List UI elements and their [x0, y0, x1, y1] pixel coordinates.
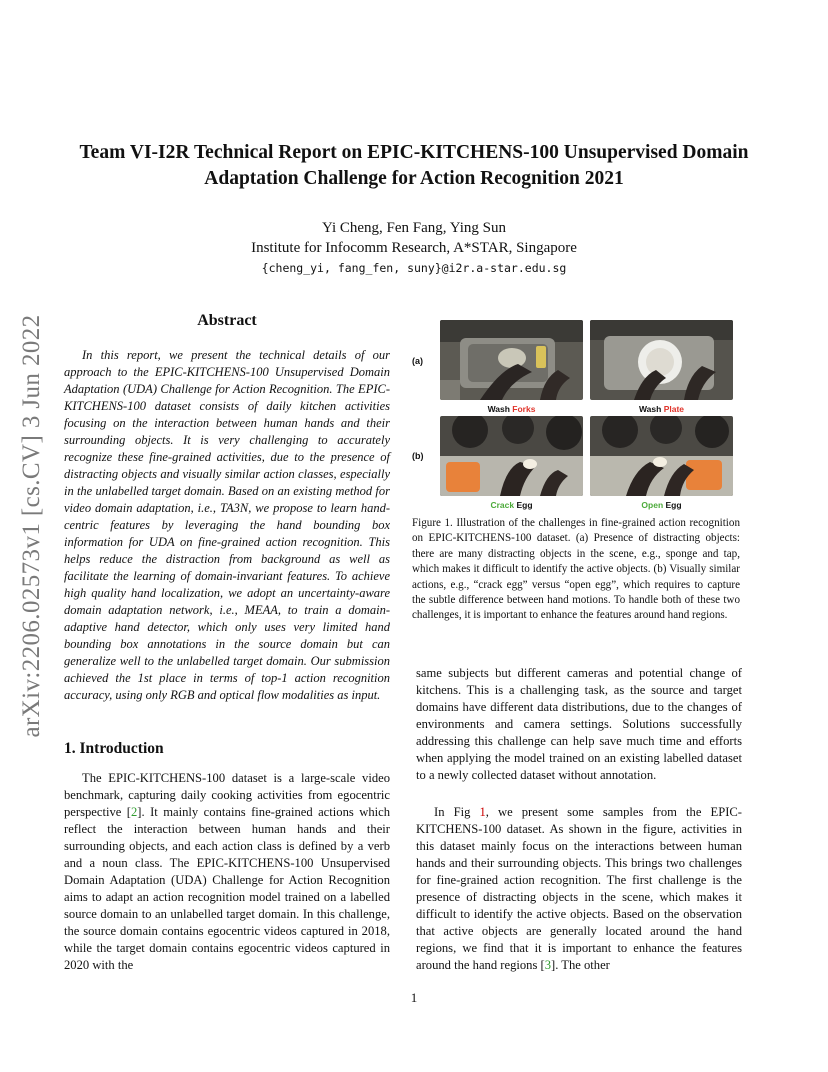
- figure-label-b: (b): [412, 451, 424, 461]
- paper-title: Team VI-I2R Technical Report on EPIC-KITCHENS-100 Unsupervised Domain Adaptation Challenge for Action Recognition 2021: [79, 142, 749, 189]
- citation-link[interactable]: 2: [131, 805, 138, 819]
- intro-paragraph-left: [64, 770, 390, 974]
- page-number: 1: [410, 990, 418, 1005]
- figure-label-a: (a): [412, 356, 423, 366]
- verb-label-open: Open: [641, 500, 664, 510]
- wash-forks-image: [440, 320, 583, 400]
- arxiv-watermark: [8, 296, 56, 756]
- author-emails: {cheng_yi, fang_fen, suny}@i2r.a-star.edu.sg: [261, 261, 567, 275]
- figure-reference-link[interactable]: 1: [479, 805, 486, 819]
- caption-wash-forks: [440, 404, 583, 414]
- verb-label-crack: Crack: [490, 500, 515, 510]
- affiliation: Institute for Infocomm Research, A*STAR, Singapore: [251, 240, 577, 256]
- introduction-heading: 1. Introduction: [64, 740, 164, 757]
- abstract-text: In this report, we present the technical details of our approach to the EPIC-KITCHENS-100 Unsupervised Domain Adaptation (UDA) Challenge for Action Recognition. The EPIC-KITCHENS-100 dataset consists of daily kitchen activities focusing on the interaction between human hands and their surrounding objects. It is very challenging to accurately recognize these fine-grained activities, due to the presence of distracting objects and visually similar action classes, especially in the unlabelled target domain. Based on an existing method for video domain adaptation, i.e., TA3N, we propose to learn hand-centric features by leveraging the hand bounding box information for UDA on fine-grained action recognition. This helps reduce the distraction from background as well as facilitate the learning of domain-invariant features. To achieve high quality hand localization, we adopt an uncertainty-aware domain adaptation network, i.e., MEAA, to train a domain-adaptive hand detector, which only uses very limited hand bounding box annotations in the source domain but can generalize well to the unlabelled target domain. Our submission achieved the 1st place in terms of top-1 action recognition accuracy, using only RGB and optical flow modalities as input.: [64, 348, 390, 702]
- noun-label-plate: Plate: [663, 404, 685, 414]
- figure-caption: Figure 1. Illustration of the challenges in fine-grained action recognition on EPIC-KITCHENS-100 dataset. (a) Presence of distracting objects: there are many distracting objects in the scene, e.g., sponge and tap, which makes it difficult to identify the active objects. (b) Visually similar actions, e.g., “crack egg” versus “open egg”, which requires to capture the subtle difference between hand motions. To handle both of these two challenges, it is important to enhance the features around hand regions.: [412, 517, 740, 622]
- crack-egg-image: [440, 416, 583, 496]
- abstract-heading: Abstract: [197, 312, 257, 329]
- caption-wash-plate: [590, 404, 733, 414]
- verb-label: Wash: [638, 404, 664, 414]
- intro-text-part: In Fig: [434, 805, 480, 819]
- right-paragraph-1: same subjects but different cameras and potential change of kitchens. This is a challenging task, as the source and target domains have different data distributions, due to the changes of environments and camera settings. Solutions successfully addressing this challenge can help save much time and efforts when applying the model trained on an existing labelled dataset to a newly collected dataset without annotation.: [416, 666, 742, 782]
- citation-link[interactable]: 3: [544, 958, 551, 972]
- intro-text-part: The EPIC-KITCHENS-100 dataset is a large-scale video benchmark, capturing daily cooking activities from egocentric perspective [: [64, 771, 390, 819]
- noun-label-forks: Forks: [512, 404, 536, 414]
- intro-text-part: , we present some samples from the EPIC-KITCHENS-100 dataset. As shown in the figure, activities in this dataset mainly focus on the interactions between human hands and their surrounding objects. This brings two challenges for fine-grained action recognition. The first challenge is the presence of distracting objects in the scene, which makes it difficult to identify the active objects. Based on the observation that active objects are generally located around the hand regions, we find that it is important to enhance the features around the hand regions [: [416, 805, 742, 972]
- author-list: Yi Cheng, Fen Fang, Ying Sun: [321, 220, 507, 236]
- noun-label-egg: Egg: [514, 500, 533, 510]
- caption-crack-egg: [440, 500, 583, 510]
- figure-1: [412, 318, 742, 518]
- intro-text-part: ]. It mainly contains fine-grained actions which reflect the interaction between human hands and their surrounding objects, and each action class is defined by a verb and a noun class. The EPIC-KITCHENS-100 Unsupervised Domain Adaptation (UDA) Challenge for Action Recognition aims to adapt an action recognition model trained on a labelled source domain to an unlabelled target domain. In this challenge, the source domain contains egocentric videos captured in 2018, while the target domain contains egocentric videos captured in 2020 with the: [64, 805, 391, 972]
- right-paragraph-2: [416, 804, 742, 974]
- wash-plate-image: [590, 320, 733, 400]
- intro-text-part: ]. The other: [551, 958, 610, 972]
- caption-open-egg: [590, 500, 733, 510]
- noun-label-egg: Egg: [663, 500, 682, 510]
- verb-label: Wash: [487, 404, 513, 414]
- open-egg-image: [590, 416, 733, 496]
- arxiv-id: arXiv:2206.02573v1 [cs.CV] 3 Jun 2022: [18, 314, 45, 738]
